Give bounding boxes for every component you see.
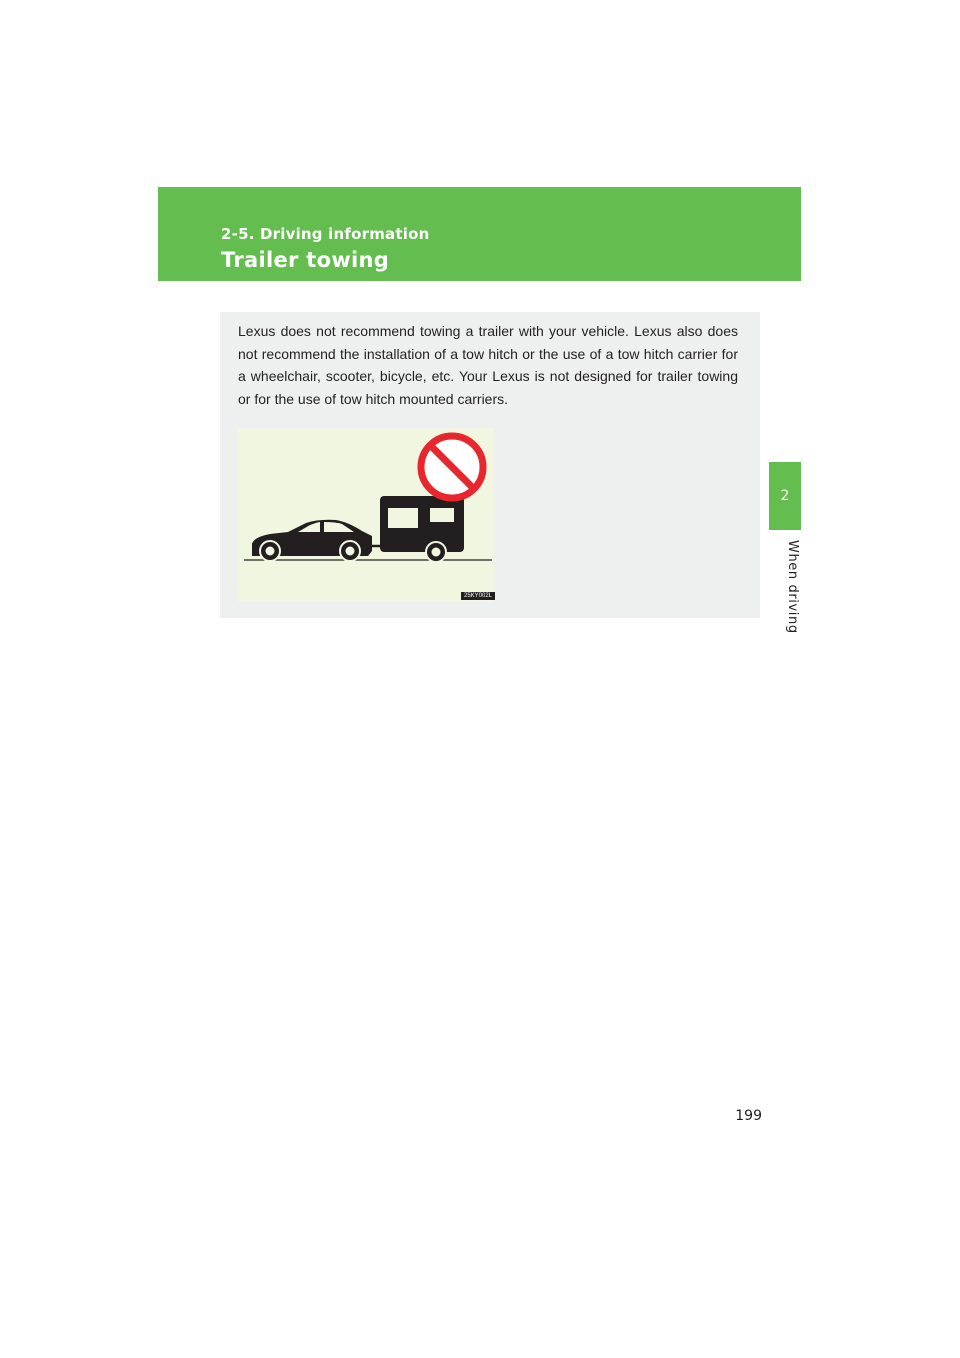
chapter-number: 2 bbox=[780, 488, 790, 504]
notice-paragraph: Lexus does not recommend towing a trailer with your vehicle. Lexus also does not recommend the installation of a tow hitch or the use of a tow hitch carrier for a wheelchair, scooter, bicycle, etc. Your Lexus is not designed for trailer towing or for the use of tow hitch mounted carriers. bbox=[238, 323, 738, 407]
page-number: 199 bbox=[735, 1108, 762, 1124]
section-label: 2-5. Driving information bbox=[221, 225, 430, 243]
no-symbol-icon bbox=[421, 436, 483, 498]
chapter-header-band bbox=[158, 187, 801, 281]
chapter-tab[interactable] bbox=[769, 462, 801, 530]
page-title: Trailer towing bbox=[221, 248, 390, 272]
trailer-towing-illustration bbox=[238, 428, 494, 602]
chapter-label: When driving bbox=[785, 540, 800, 634]
figure-code: 25KY002L bbox=[461, 592, 495, 600]
notice-box bbox=[220, 312, 760, 618]
